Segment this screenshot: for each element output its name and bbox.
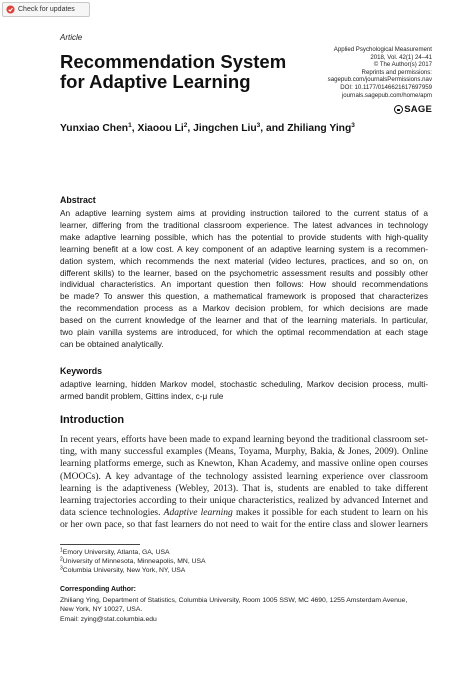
author-name: Zhiliang Ying [287,123,352,134]
affil-marker: 2 [60,556,63,563]
intro-line: (MOOCs). A key advantage of the technology assisted learning experience over classroom [60,471,428,482]
emphasis-text: Adaptive learning [163,508,233,519]
abstract-line: An adaptive learning system aims at providing instruction tailored to the current status of a [60,208,428,218]
author-affil-marker: 2 [183,122,188,129]
author-name: Yunxiao Chen [60,123,129,134]
author-list [60,123,355,134]
sage-logo-text: SAGE [404,104,432,115]
affiliation-2 [60,557,206,566]
abstract-line: can be obtained analytically. [60,338,164,349]
abstract-line: two plain vanilla systems are introduced, for which the optimal recommendation at each stage [60,327,428,338]
introduction-heading: Introduction [60,414,125,426]
abstract-line: individual characteristics. An important question then follows: How should recommendations [60,279,428,290]
corresponding-author-details [60,596,440,624]
intro-line: learning trajectories according to their unique characteristics, realized by advanced Internet and [60,496,428,507]
affil-text: Columbia University, New York, NY, USA [62,567,186,574]
email-link[interactable]: zying@stat.columbia.edu [80,615,157,623]
keywords-body [60,379,428,403]
journal-info [272,46,432,99]
affil-marker: 1 [60,547,63,554]
abstract-line: dation system, which recommends the next material (video lectures, practices, and so on, on [60,255,428,266]
author-affil-marker: 3 [256,122,261,129]
corresponding-author-line: New York, NY 10027, USA. [60,606,143,614]
corresponding-author-line: Zhiliang Ying, Department of Statistics, Columbia University, Room 1005 SSW, MC 4690, 1255 Amsterdam Avenue, [60,597,408,604]
author-name: Jingchen Liu [193,123,257,134]
sage-logo-icon [394,105,403,114]
author-name: Xiaoou Li [137,123,184,134]
author-separator: , [187,123,194,134]
abstract-line: learning benefit at a low cost. A key component of an adaptive learning system is a recommen- [60,243,428,254]
check-for-updates-label: Check for updates [18,6,75,13]
abstract-heading: Abstract [60,195,96,205]
keywords-line: armed bandit problem, Gittins index, c-μ rule [60,390,224,401]
article-type-label: Article [60,33,83,42]
corresponding-author-heading: Corresponding Author: [60,586,136,593]
journal-volume: 2018, Vol. 42(1) 24–41 [370,53,432,61]
affiliation-3 [60,566,185,575]
intro-line: ting, with many successful examples (Means, Toyama, Murphy, Bakia, & Jones, 2009). Online [60,447,428,458]
abstract-line: learner, differing from the traditional classroom experience. The latest advances in technology [60,219,428,230]
email-label: Email: [60,615,81,623]
author-separator: , and [260,123,288,134]
doi[interactable]: DOI: 10.1177/0146621617697959 [340,83,432,91]
keywords-heading: Keywords [60,366,103,376]
affil-text: University of Minnesota, Minneapolis, MN, USA [62,558,206,565]
author-affil-marker: 3 [351,122,355,129]
check-for-updates-button[interactable] [2,2,90,17]
affil-text: Emory University, Atlanta, GA, USA [62,549,170,556]
email-line [60,615,440,624]
reprints-label: Reprints and permissions: [361,68,432,76]
abstract-line: make adaptive learning possible, which has the potential to provide students with high-quality [60,231,428,242]
intro-line: learning is the adaptiveness (Webley, 2013). That is, students are enabled to take different [60,483,428,494]
abstract-line: be made? To answer this question, a mathematical framework is proposed that characterizes [60,291,428,302]
title-line: Recommendation System [60,51,287,72]
affil-marker: 3 [60,565,63,572]
introduction-body [60,434,428,532]
intro-line: learning platforms emerge, such as Knewton, Khan Academy, and massive online open courses [60,459,428,470]
paper-title [60,52,300,92]
title-line: for Adaptive Learning [60,71,251,92]
author-separator: , [131,123,138,134]
journal-home-link[interactable]: journals.sagepub.com/home/apm [341,91,432,99]
abstract-line: the recommendation process as a Markov decision problem, for which decisions are made [60,303,428,314]
check-for-updates-icon [6,5,15,14]
keywords-line: adaptive learning, hidden Markov model, stochastic scheduling, Markov decision process, multi- [60,379,428,389]
intro-line: In recent years, efforts have been made to expand learning beyond the traditional classroom set- [60,435,428,445]
abstract-line: based on the current knowledge of the learner and that of the learning materials. In particular, [60,315,428,326]
permissions-link[interactable]: sagepub.com/journalsPermissions.nav [327,76,432,84]
intro-line: data science technologies. Adaptive learning makes it possible for each student to learn on his [60,508,428,519]
footnote-divider [60,544,140,545]
intro-line: or her own pace, so that fast learners do not need to wait for the entire class and slower learners [60,520,428,531]
journal-name: Applied Psychological Measurement [333,46,432,53]
abstract-body [60,208,428,351]
copyright: © The Author(s) 2017 [373,61,432,69]
abstract-line: different skills) to the learner, based on the psychometric assessment results and possibly other [60,267,428,278]
author-affil-marker: 1 [128,122,132,129]
affiliation-1 [60,548,170,557]
sage-logo [394,104,432,115]
